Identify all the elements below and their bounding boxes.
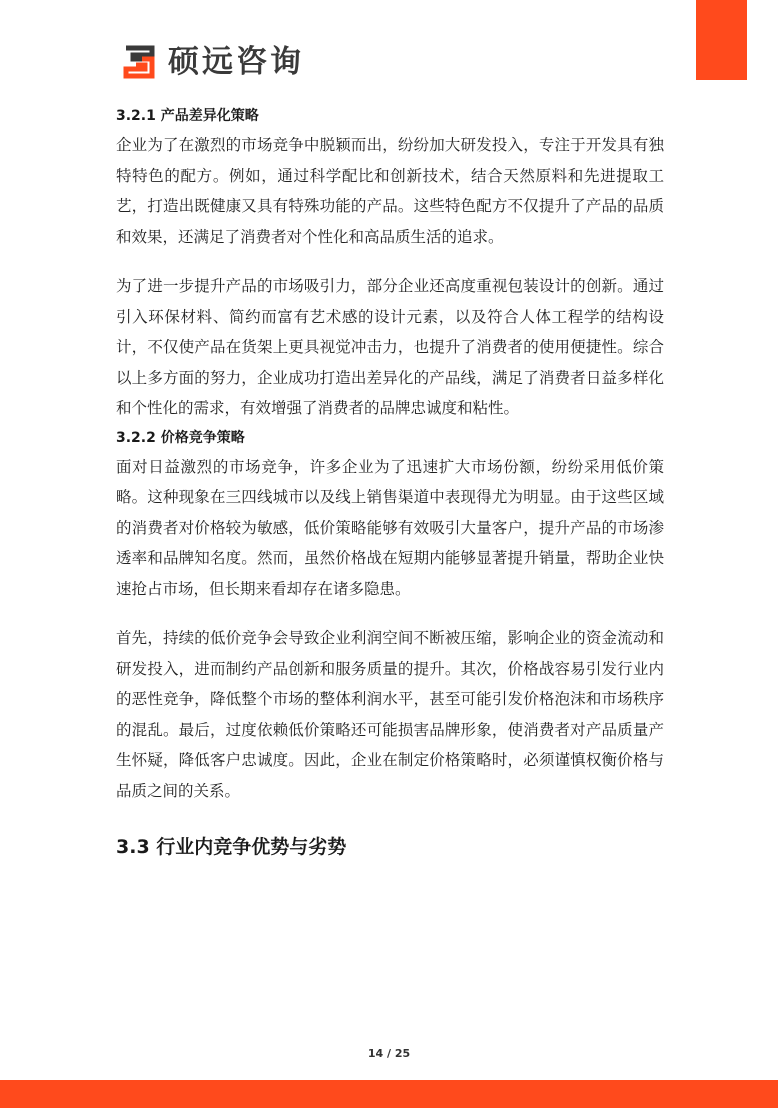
section-heading-3-2-1: 3.2.1 产品差异化策略 [116, 108, 259, 124]
paragraph: 首先，持续的低价竞争会导致企业利润空间不断被压缩，影响企业的资金流动和研发投入，进而制约产品创新和服务质量的提升。其次，价格战容易引发行业内的恶性竞争，降低整个市场的整体利润水平，甚至可能引发价格泡沫和市场秩序的混乱。最后，过度依赖低价策略还可能损害品牌形象，使消费者对产品质量产生怀疑，降低客户忠诚度。因此，企业在制定价格策略时，必须谨慎权衡价格与品质之间的关系。 [116, 629, 664, 800]
paragraph: 企业为了在激烈的市场竞争中脱颖而出，纷纷加大研发投入，专注于开发具有独特特色的配方。例如，通过科学配比和创新技术，结合天然原料和先进提取工艺，打造出既健康又具有特殊功能的产品。这些特色配方不仅提升了产品的品质和效果，还满足了消费者对个性化和高品质生活的追求。 [116, 136, 664, 246]
paragraph: 面对日益激烈的市场竞争，许多企业为了迅速扩大市场份额，纷纷采用低价策略。这种现象在三四线城市以及线上销售渠道中表现得尤为明显。由于这些区域的消费者对价格较为敏感，低价策略能够有效吸引大量客户，提升产品的市场渗透率和品牌知名度。然而，虽然价格战在短期内能够显著提升销量，帮助企业快速抢占市场，但长期来看却存在诸多隐患。 [116, 457, 664, 598]
footer-accent-bar [0, 1080, 778, 1108]
section-heading-3-2-2: 3.2.2 价格竞争策略 [116, 429, 245, 446]
section-heading-3-3: 3.3 行业内竞争优势与劣势 [116, 836, 347, 858]
page-number: 14 / 25 [367, 1047, 411, 1060]
brand-logo [122, 42, 304, 82]
brand-name: 硕远咨询 [168, 44, 304, 80]
document-body [116, 102, 664, 863]
s-shaped-brand-logo-icon [122, 44, 158, 80]
corner-accent-block [696, 0, 747, 80]
paragraph: 为了进一步提升产品的市场吸引力，部分企业还高度重视包装设计的创新。通过引入环保材料、简约而富有艺术感的设计元素，以及符合人体工程学的结构设计，不仅使产品在货架上更具视觉冲击力，也提升了消费者的使用便捷性。综合以上多方面的努力，企业成功打造出差异化的产品线，满足了消费者日益多样化和个性化的需求，有效增强了消费者的品牌忠诚度和粘性。 [116, 277, 664, 417]
